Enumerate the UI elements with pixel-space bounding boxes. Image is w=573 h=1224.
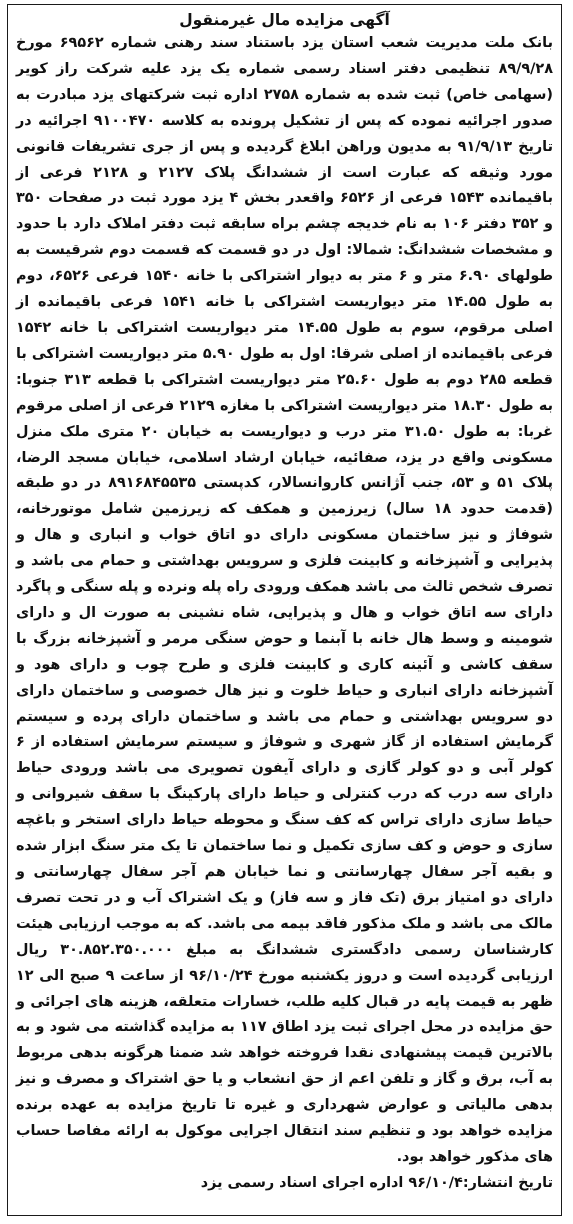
notice-title: آگهی مزایده مال غیرمنقول (179, 11, 390, 29)
auction-notice (7, 4, 562, 1216)
notice-body (16, 31, 553, 1171)
notice-body-text: بانک ملت مدیریت شعب استان یزد باستناد سند رهنی شماره ۶۹۵۶۲ مورخ ۸۹/۹/۲۸ تنظیمی دفتر اسناد رسمی شماره یک یزد علیه شرکت راز کویر (سهامی خاص) ثبت شده به شماره ۲۷۵۸ اداره ثبت شرکتهای یزد مبادرت به صدور اجرائیه نموده که پس از تشکیل پرونده به کلاسه ۹۱۰۰۴۷۰ اجرائیه در تاریخ ۹۱/۹/۱۳ به مدیون وراهن ابلاغ گردیده و پس از جری تشریفات قانونی مورد وثیقه که عبارت است از ششدانگ پلاک ۲۱۲۷ و ۲۱۲۸ فرعی از باقیمانده ۱۵۴۳ فرعی از ۶۵۲۶ واقعدر بخش ۴ یزد مورد ثبت در صفحات ۳۵۰ و ۳۵۲ دفتر ۱۰۶ به نام خدیجه چشم براه سابقه ثبت دفتر املاک دارد با حدود و مشخصات ششدانگ: شمالا: اول در دو قسمت که قسمت دوم شرقیست به طولهای ۶.۹۰ متر و ۶ متر به دیوار اشتراکی با خانه ۱۵۴۰ فرعی ۶۵۲۶، دوم به طول ۱۴.۵۵ متر دیواریست اشتراکی با خانه ۱۵۴۱ فرعی باقیمانده از اصلی مرقوم، سوم به طول ۱۴.۵۵ متر دیواریست اشتراکی با خانه ۱۵۴۲ فرعی باقیمانده از اصلی شرقا: اول به طول ۵.۹۰ متر دیواریست اشتراکی با قطعه ۲۸۵ دوم به طول ۲۵.۶۰ متر دیواریست اشتراکی با قطعه ۳۱۳ جنوبا: به طول ۱۸.۳۰ متر دیواریست اشتراکی با مغازه ۲۱۲۹ فرعی از اصلی مرقوم غربا: به طول ۳۱.۵۰ متر درب و دیواریست به خیابان ۲۰ متری ملک منزل مسکونی واقع در یزد، صفائیه، خیابان ارشاد اسلامی، خیابان مسجد الرضا، پلاک ۵۱ و ۵۳، جنب آژانس کاروانسالار، کدپستی ۸۹۱۶۸۴۵۵۳۵ در دو طبقه (قدمت حدود ۱۸ سال) زیرزمین و همکف که زیرزمین شامل موتورخانه، شوفاژ و نیز ساختمان مسکونی دارای دو اتاق خواب و انباری و هال و پذیرایی و آشپزخانه و کابینت فلزی و سرویس بهداشتی و حمام می باشد و تصرف شخص ثالث می باشد همکف ورودی راه پله ونرده و پله سنگی و پاگرد دارای سه اتاق خواب و هال و پذیرایی، شاه نشینی به صورت ال و دارای شومینه و وسط هال خانه با آبنما و حوض سنگی مرمر و آشپزخانه بزرگ با سقف کاشی و آئینه کاری و کابینت فلزی و طرح چوب و دارای هود و آشپزخانه دارای انباری و حیاط خلوت و نیز هال خصوصی و ساختمان دارای دو سرویس بهداشتی و حمام می باشد و ساختمان دارای پرده و سیستم گرمایش استفاده از گاز شهری و شوفاژ و سیستم سرمایش استفاده از ۶ کولر آبی و دو کولر گازی و دارای آیفون تصویری می باشد ورودی حیاط دارای سه درب که درب کنترلی و حیاط دارای پارکینگ با سقف شیروانی و حیاط سازی دارای تراس که کف سنگ و محوطه حیاط دارای استخر و باغچه سازی و حوض و کف سازی تکمیل و نما ساختمان تا یک متر سنگ ابزار شده و بقیه آجر سفال چهارسانتی و نما خیابان هم آجر سفال چهارسانتی و دارای دو امتیاز برق (تک فاز و سه فاز) و یک اشتراک آب و در تحت تصرف مالک می باشد و ملک مذکور فاقد بیمه می باشد. که به موجب ارزیابی هیئت کارشناسان رسمی دادگستری ششدانگ به مبلغ ۳۰.۸۵۲.۳۵۰.۰۰۰ ریال ارزیابی گردیده است و دروز یکشنبه مورخ ۹۶/۱۰/۲۴ از ساعت ۹ صبح الی ۱۲ ظهر به قیمت پایه در قبال کلیه طلب، خسارات متعلقه، هزینه های اجرائی و حق مزایده در محل اجرای ثبت یزد اطاق ۱۱۷ به مزایده گذاشته می شود و به بالاترین قیمت پیشنهادی نقدا فروخته خواهد شد ضمنا هرگونه بدهی مربوط به آب، برق و گاز و تلفن اعم از حق انشعاب و یا حق اشتراک و مصرف و نیز بدهی مالیاتی و عوارض شهرداری و غیره تا تاریخ مزایده به عهده برنده مزایده خواهد بود و تنظیم سند انتقال اجرایی موکول به ارائه مفاصا حساب های مذکور خواهد بود. (16, 35, 554, 1165)
notice-footer: تاریخ انتشار:۹۶/۱۰/۴ اداره اجرای اسناد رسمی یزد (200, 1174, 553, 1191)
